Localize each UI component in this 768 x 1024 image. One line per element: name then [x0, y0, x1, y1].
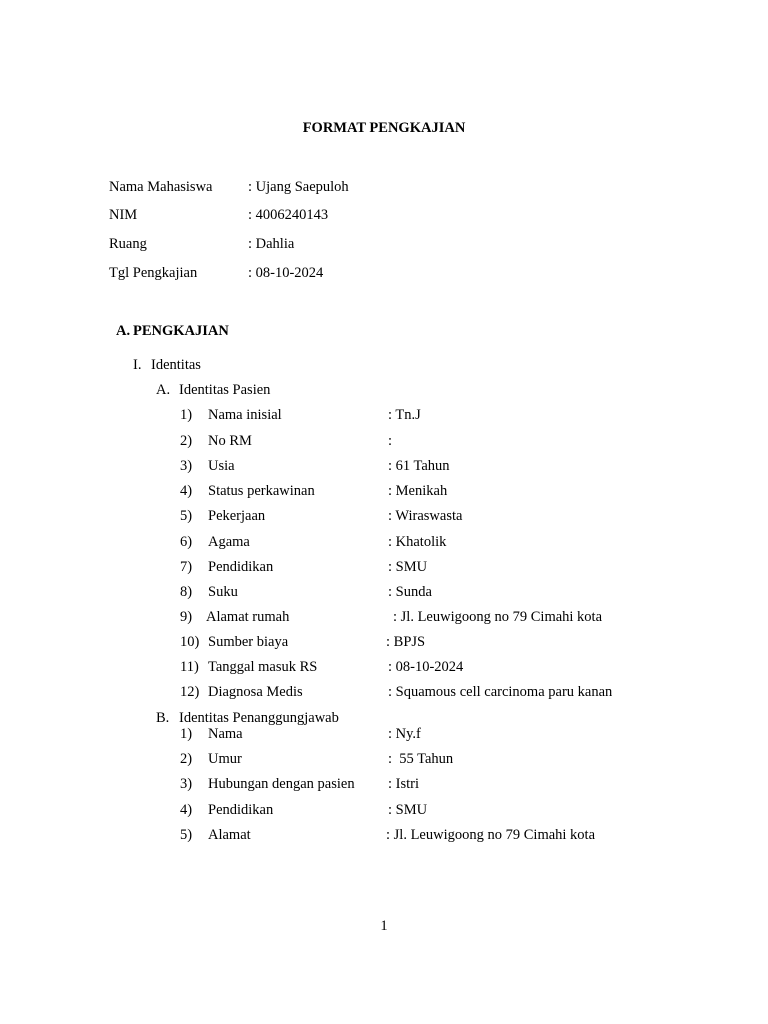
patient-item-value: : Squamous cell carcinoma paru kanan	[388, 684, 613, 700]
patient-section-title: Identitas Pasien	[179, 382, 271, 398]
patient-item-num: 1)	[180, 407, 193, 423]
section-a-marker: A.	[116, 323, 131, 339]
guardian-item-label: Alamat	[208, 827, 251, 843]
patient-item-num: 9)	[180, 609, 193, 625]
patient-item-value: : Menikah	[388, 483, 448, 499]
guardian-item-value: : Ny.f	[388, 726, 421, 742]
guardian-item-label: Pendidikan	[208, 802, 274, 818]
patient-item-label: Nama inisial	[208, 407, 282, 423]
guardian-section-title: Identitas Penanggungjawab	[179, 710, 339, 726]
guardian-item-num: 2)	[180, 751, 193, 767]
patient-item-value: : Wiraswasta	[388, 508, 463, 524]
patient-item-label: Sumber biaya	[208, 634, 289, 650]
patient-item-label: Pekerjaan	[208, 508, 266, 524]
guardian-item-num: 1)	[180, 726, 193, 742]
patient-item-num: 10)	[180, 634, 200, 650]
header-label-ruang: Ruang	[109, 236, 147, 252]
guardian-item-value: : 55 Tahun	[388, 751, 454, 767]
patient-item-value: : Jl. Leuwigoong no 79 Cimahi kota	[393, 609, 603, 625]
guardian-item-num: 4)	[180, 802, 193, 818]
patient-item-value: :	[388, 433, 393, 449]
header-value-tgl-pengkajian: : 08-10-2024	[248, 265, 324, 281]
guardian-section-marker: B.	[156, 710, 170, 726]
guardian-item-num: 3)	[180, 776, 193, 792]
document-title: FORMAT PENGKAJIAN	[302, 120, 466, 136]
header-value-nama-mahasiswa: : Ujang Saepuloh	[248, 179, 349, 195]
header-value-ruang: : Dahlia	[248, 236, 295, 252]
patient-item-num: 12)	[180, 684, 200, 700]
patient-item-num: 4)	[180, 483, 193, 499]
patient-item-label: Usia	[208, 458, 235, 474]
patient-item-label: Tanggal masuk RS	[208, 659, 318, 675]
patient-item-label: No RM	[208, 433, 252, 449]
header-label-nim: NIM	[109, 207, 138, 223]
patient-item-value: : 61 Tahun	[388, 458, 450, 474]
patient-item-value: : BPJS	[386, 634, 426, 650]
patient-item-label: Suku	[208, 584, 238, 600]
guardian-item-value: : SMU	[388, 802, 428, 818]
header-label-nama-mahasiswa: Nama Mahasiswa	[109, 179, 213, 195]
subsection-i-marker: I.	[133, 357, 142, 373]
page-number: 1	[380, 918, 388, 934]
patient-item-label: Pendidikan	[208, 559, 274, 575]
patient-item-value: : Tn.J	[388, 407, 421, 423]
patient-item-num: 11)	[180, 659, 199, 675]
guardian-item-num: 5)	[180, 827, 193, 843]
guardian-item-label: Hubungan dengan pasien	[208, 776, 355, 792]
patient-item-label: Agama	[208, 534, 250, 550]
guardian-item-label: Nama	[208, 726, 243, 742]
patient-item-value: : SMU	[388, 559, 428, 575]
patient-item-value: : Sunda	[388, 584, 432, 600]
patient-item-value: : Khatolik	[388, 534, 447, 550]
subsection-i-title: Identitas	[151, 357, 201, 373]
patient-item-value: : 08-10-2024	[388, 659, 464, 675]
guardian-item-value: : Jl. Leuwigoong no 79 Cimahi kota	[386, 827, 596, 843]
header-label-tgl-pengkajian: Tgl Pengkajian	[109, 265, 198, 281]
patient-item-label: Status perkawinan	[208, 483, 315, 499]
patient-item-label: Diagnosa Medis	[208, 684, 303, 700]
patient-item-num: 2)	[180, 433, 193, 449]
patient-section-marker: A.	[156, 382, 171, 398]
patient-item-num: 3)	[180, 458, 193, 474]
patient-item-num: 5)	[180, 508, 193, 524]
guardian-item-value: : Istri	[388, 776, 420, 792]
header-value-nim: : 4006240143	[248, 207, 329, 223]
section-a-title: PENGKAJIAN	[133, 323, 229, 339]
patient-item-num: 6)	[180, 534, 193, 550]
patient-item-label: Alamat rumah	[206, 609, 290, 625]
guardian-item-label: Umur	[208, 751, 242, 767]
patient-item-num: 7)	[180, 559, 193, 575]
patient-item-num: 8)	[180, 584, 193, 600]
